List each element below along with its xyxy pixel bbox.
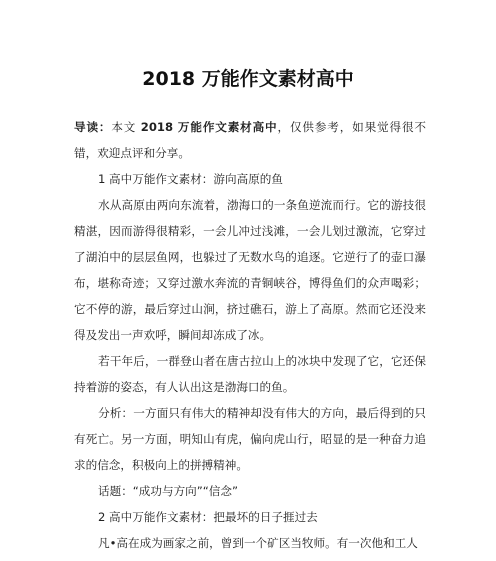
section1-heading: 1 高中万能作文素材：游向高原的鱼 xyxy=(98,172,283,186)
paragraph-1: 水从高原由两向东流着，渤海口的一条鱼逆流而行。它的游技很精湛，因而游得很精彩，一会儿冲过浅滩，一会儿划过激流，它穿过了湖泊中的层层鱼网，也躲过了无数水鸟的追逐。它逆行了的壶口瀑布，堪称奇迹；又穿过激水奔流的青铜峡谷，博得鱼们的众声喝彩；它不停的游，最后穿过山涧，挤过礁石，游上了高原。然而它还没来得及发出一声欢呼，瞬间却冻成了冰。 xyxy=(74,198,426,342)
topic-line: 话题：“成功与方向”“信念” xyxy=(98,484,238,498)
document-title: 2018 万能作文素材高中 xyxy=(142,68,354,90)
paragraph-4: 凡•高在成为画家之前，曾到一个矿区当牧师。有一次他和工人 xyxy=(98,536,418,550)
intro-suffix: ，仅供参考，如果觉得很不错，欢迎点评和分享。 xyxy=(74,120,426,160)
paragraph-2: 若干年后，一群登山者在唐古拉山上的冰块中发现了它，它还保持着游的姿态，有人认出这是渤海口的鱼。 xyxy=(74,354,426,394)
intro-prefix: 本文 xyxy=(111,120,141,134)
intro-label: 导读： xyxy=(74,120,112,134)
section2-heading: 2 高中万能作文素材：把最坏的日子捱过去 xyxy=(98,510,318,524)
analysis-paragraph: 分析：一方面只有伟大的精神却没有伟大的方向，最后得到的只有死亡。另一方面，明知山有虎，偏向虎山行，昭显的是一种奋力追求的信念，积极向上的拼搏精神。 xyxy=(74,406,426,472)
intro-bold-title: 2018 万能作文素材高中 xyxy=(140,120,278,134)
intro-paragraph xyxy=(74,114,426,166)
